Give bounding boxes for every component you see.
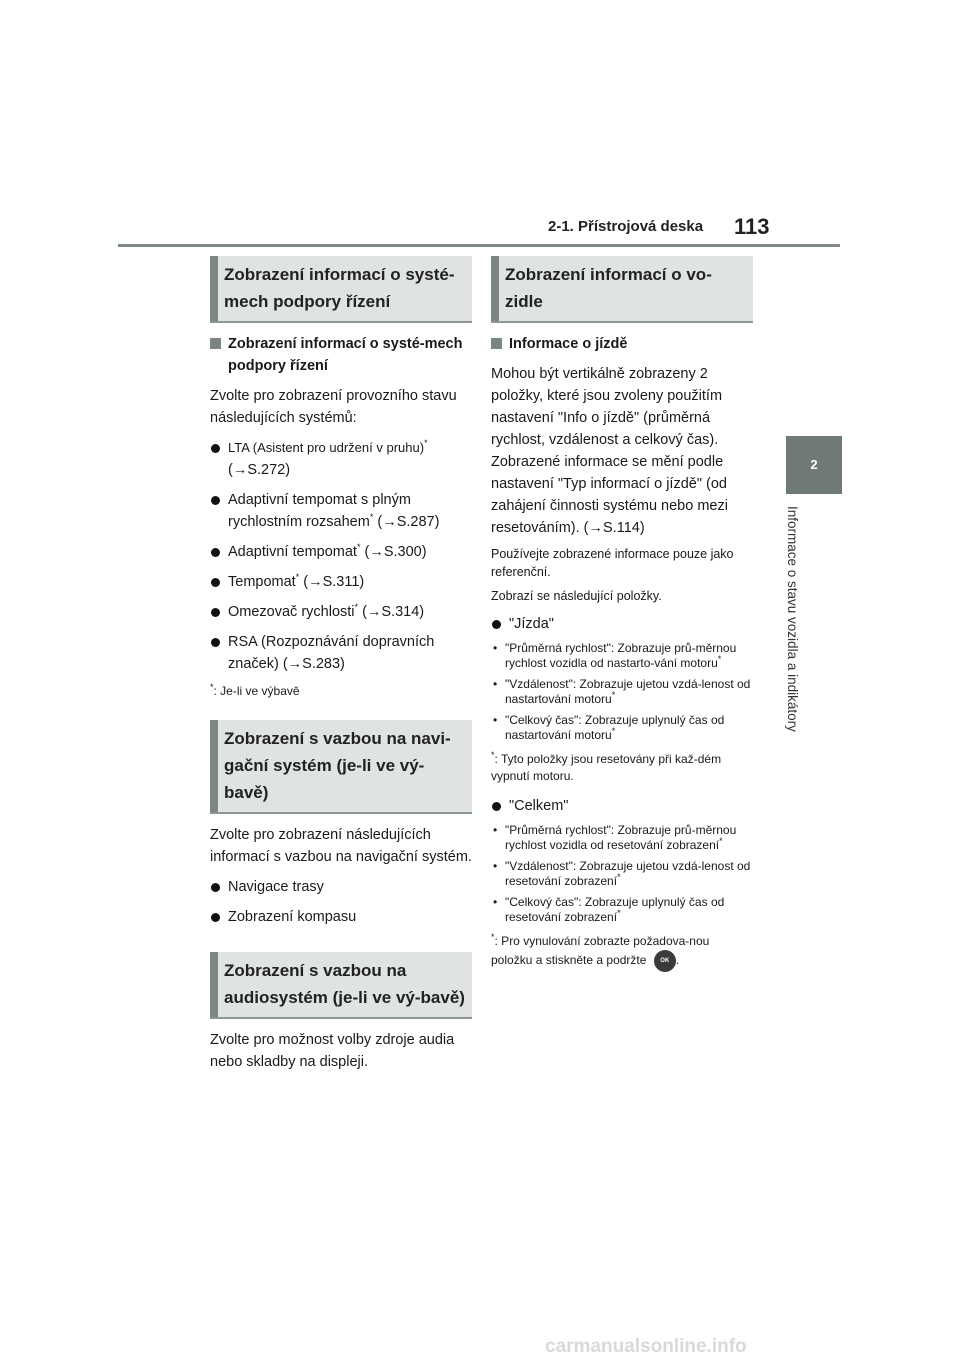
section2-intro: Zvolte pro zobrazení následujících informací s vazbou na navigační systém. xyxy=(210,827,472,865)
footnote-star: * xyxy=(611,726,616,736)
list-item xyxy=(210,631,472,675)
page-reference: (→S.283) xyxy=(282,656,345,672)
footnote xyxy=(210,683,472,700)
list-item xyxy=(210,437,472,481)
bullet-icon xyxy=(492,802,501,811)
footnote-star: * xyxy=(356,542,361,553)
bullet-icon xyxy=(211,444,220,453)
chapter-tab: 2 xyxy=(786,436,842,494)
page-reference: (→S.272) xyxy=(228,462,291,478)
list-item xyxy=(210,601,472,623)
group-title-text: "Celkem" xyxy=(509,798,569,814)
item-text: "Celkový čas": Zobrazuje uplynulý čas od resetování zobrazení xyxy=(505,895,725,924)
item-label: Omezovač rychlosti xyxy=(228,604,355,620)
list-item xyxy=(210,876,472,898)
group-title-total xyxy=(491,795,753,817)
item-text: "Průměrná rychlost": Zobrazuje prů-měrnou rychlost vozidla od nastarto-vání motoru xyxy=(505,641,737,670)
list-item xyxy=(491,713,753,743)
footnote-star: * xyxy=(295,572,300,583)
item-label: Navigace trasy xyxy=(228,879,324,895)
bullet-icon xyxy=(492,620,501,629)
item-label: RSA (Rozpoznávání dopravních značek) xyxy=(228,634,435,672)
list-item xyxy=(491,823,753,853)
page-number: 113 xyxy=(734,214,770,239)
item-text: "Celkový čas": Zobrazuje uplynulý čas od nastartování motoru xyxy=(505,713,725,742)
bullet-icon xyxy=(211,883,220,892)
section-heading-audio: Zobrazení s vazbou na audiosystém (je-li ve vý-bavě) xyxy=(210,952,472,1019)
footnote-star: * xyxy=(369,512,374,523)
footnote-star: * xyxy=(354,602,359,613)
item-text: "Průměrná rychlost": Zobrazuje prů-měrnou rychlost vozidla od resetování zobrazení xyxy=(505,823,737,852)
bullet-icon: • xyxy=(493,823,498,837)
bullet-icon: • xyxy=(493,641,498,655)
list-item xyxy=(210,571,472,593)
list-item xyxy=(491,677,753,707)
sub-heading-trip-info xyxy=(491,333,753,355)
running-header-section: 2-1. Přístrojová deska xyxy=(548,218,704,235)
section-heading-vehicle-info: Zobrazení informací o vo-zidle xyxy=(491,256,753,323)
item-label: Adaptivní tempomat xyxy=(228,544,357,560)
ok-button-icon: OK xyxy=(654,950,676,972)
footnote-text: : Tyto položky jsou resetovány při kaž-dém vypnutí motoru. xyxy=(491,752,722,783)
section-heading-driving-support: Zobrazení informací o systé-mech podpory řízení xyxy=(210,256,472,323)
chapter-side-label xyxy=(784,506,808,806)
footnote xyxy=(491,751,753,785)
sub-heading-text: Informace o jízdě xyxy=(509,336,628,352)
footnote xyxy=(491,933,753,972)
sub-heading-driving-support xyxy=(210,333,472,377)
footnote-star: * xyxy=(611,690,616,700)
item-label: Tempomat xyxy=(228,574,296,590)
bullet-icon xyxy=(211,496,220,505)
group-title-text: "Jízda" xyxy=(509,616,554,632)
page-reference: (→S.311) xyxy=(303,574,365,590)
page-reference: (→S.300) xyxy=(364,544,427,560)
group-title-drive xyxy=(491,613,753,635)
bullet-icon: • xyxy=(493,895,498,909)
footnote-star: * xyxy=(719,836,723,846)
item-label: Adaptivní tempomat s plným rychlostním rozsahem xyxy=(228,492,411,530)
footnote-star: * xyxy=(210,682,214,692)
page-reference: (→S.314) xyxy=(362,604,425,620)
square-bullet-icon xyxy=(491,338,502,349)
watermark: carmanualsonline.info xyxy=(545,1336,747,1357)
square-bullet-icon xyxy=(210,338,221,349)
bullet-icon xyxy=(211,548,220,557)
chapter-title: Informace o stavu vozidla a indikátory xyxy=(785,506,800,732)
header-rule xyxy=(118,244,840,247)
bullet-icon: • xyxy=(493,859,498,873)
footnote-star: * xyxy=(424,438,428,449)
page-reference: (→S.287) xyxy=(377,514,440,530)
bullet-icon xyxy=(211,578,220,587)
item-label: LTA (Asistent pro udržení v pruhu) xyxy=(228,440,425,455)
section1-intro: Zvolte pro zobrazení provozního stavu následujících systémů: xyxy=(210,388,457,426)
sub-heading-text: Zobrazení informací o systé-mech podpory řízení xyxy=(228,336,463,374)
footnote-star: * xyxy=(491,750,495,760)
bullet-icon xyxy=(211,913,220,922)
list-item xyxy=(491,895,753,925)
bullet-icon: • xyxy=(493,713,498,727)
reference-note: Používejte zobrazené informace pouze jako referenční. xyxy=(491,547,734,579)
footnote-star: * xyxy=(491,932,495,942)
footnote-text: : Je-li ve výbavě xyxy=(213,684,300,698)
bullet-icon xyxy=(211,608,220,617)
footnote-star: * xyxy=(717,654,722,664)
footnote-text: : Pro vynulování zobrazte požadova-nou položku a stiskněte a podržte xyxy=(491,934,710,968)
bullet-icon: • xyxy=(493,677,498,691)
section3-intro: Zvolte pro možnost volby zdroje audia nebo skladby na displeji. xyxy=(210,1032,455,1070)
trip-info-intro: Mohou být vertikálně zobrazeny 2 položky, které jsou zvoleny použitím nastavení "Info o jízdě" (průměrná rychlost, vzdálenost a celkový čas). Zobrazené informace se mění podle nastavení "Typ informací o jízdě" (od zahájení činnosti systému nebo mezi resetováním). (→S.114) xyxy=(491,366,728,536)
footnote-star: * xyxy=(617,872,621,882)
list-item xyxy=(491,859,753,889)
right-column xyxy=(491,256,753,972)
list-item xyxy=(210,541,472,563)
section-heading-navigation: Zobrazení s vazbou na navi-gační systém (je-li ve vý-bavě) xyxy=(210,720,472,814)
left-column xyxy=(210,256,472,1073)
items-note: Zobrazí se následující položky. xyxy=(491,589,662,603)
bullet-icon xyxy=(211,638,220,647)
list-item xyxy=(210,489,472,533)
item-text: "Vzdálenost": Zobrazuje ujetou vzdá-lenost od resetování zobrazení xyxy=(505,859,751,888)
footnote-star: * xyxy=(617,908,621,918)
item-label: Zobrazení kompasu xyxy=(228,909,357,925)
list-item xyxy=(491,641,753,671)
footnote-end: . xyxy=(675,953,680,968)
list-item xyxy=(210,906,472,928)
item-text: "Vzdálenost": Zobrazuje ujetou vzdá-lenost od nastartování motoru xyxy=(505,677,751,706)
